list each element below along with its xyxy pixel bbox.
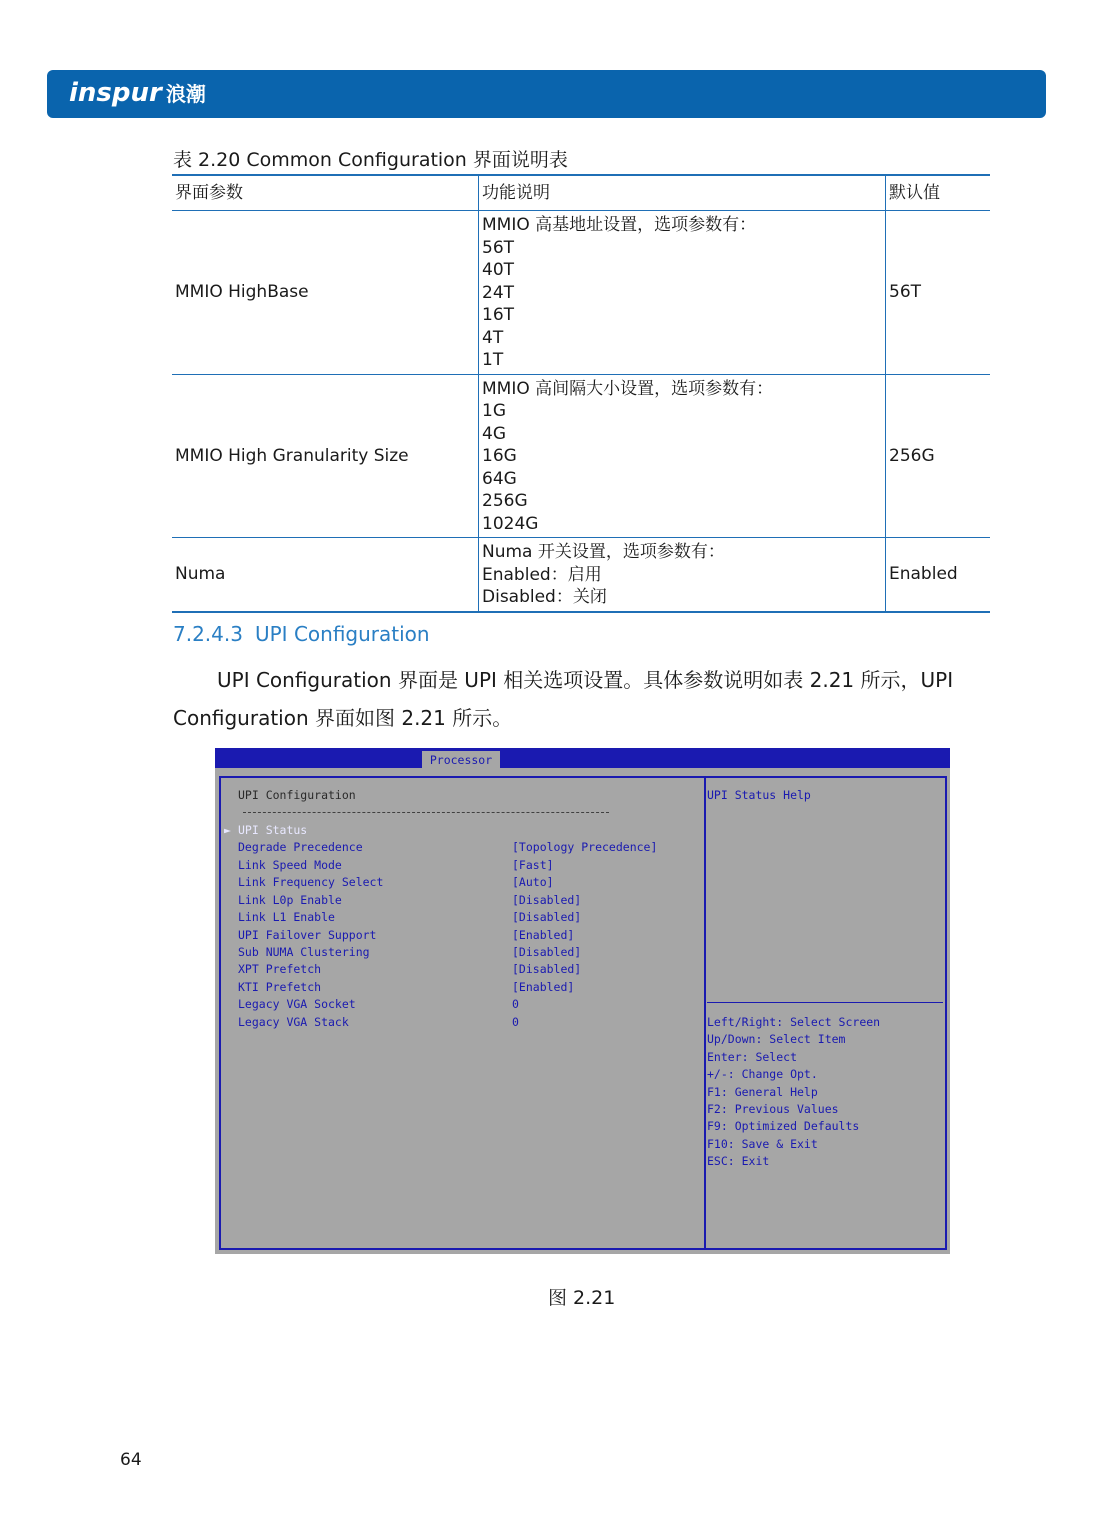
row-param: MMIO HighBase: [172, 211, 479, 375]
section-title: UPI Configuration: [254, 622, 430, 646]
desc-line: MMIO 高间隔大小设置，选项参数有：: [482, 378, 774, 399]
row-desc: [479, 211, 886, 375]
bios-item-label[interactable]: XPT Prefetch: [238, 962, 322, 976]
table-row: [172, 374, 990, 538]
bios-screenshot: [215, 748, 950, 1254]
page-number: 64: [120, 1450, 142, 1470]
bios-item-value[interactable]: [Disabled]: [512, 910, 582, 924]
row-desc: [479, 538, 886, 612]
figure-caption: 图 2.21: [548, 1287, 616, 1309]
paragraph-line: [173, 661, 991, 699]
desc-line: 64G: [482, 468, 517, 489]
bios-tab-processor[interactable]: Processor: [422, 751, 500, 769]
header-param: 界面参数: [172, 175, 479, 211]
bios-key-hint: F9: Optimized Defaults: [707, 1119, 860, 1133]
desc-line: 24T: [482, 282, 515, 303]
section-number: 7.2.4.3: [173, 622, 243, 646]
bios-help-divider: [707, 1002, 943, 1003]
table-row: [172, 211, 990, 375]
bios-key-hint: ESC: Exit: [707, 1154, 770, 1168]
config-table: [172, 174, 990, 613]
bios-key-hint: F2: Previous Values: [707, 1102, 839, 1116]
bios-item-label[interactable]: KTI Prefetch: [238, 980, 322, 994]
desc-line: 16G: [482, 446, 517, 466]
table-caption: 表 2.20 Common Configuration 界面说明表: [173, 149, 568, 171]
bios-item-value[interactable]: [Enabled]: [512, 980, 575, 994]
bios-item-label[interactable]: Link L1 Enable: [238, 910, 335, 924]
desc-line: Disabled：关闭: [482, 587, 607, 607]
bios-top-bar: [215, 748, 950, 768]
row-default: 56T: [886, 211, 991, 375]
desc-line: Enabled：启用: [482, 564, 602, 585]
bios-item-label[interactable]: Link Speed Mode: [238, 858, 342, 872]
bios-key-hint: Up/Down: Select Item: [707, 1032, 846, 1046]
bios-item-value[interactable]: [Enabled]: [512, 928, 575, 942]
desc-line: Numa 开关设置，选项参数有：: [482, 542, 725, 562]
bios-item-value[interactable]: [Topology Precedence]: [512, 840, 658, 854]
bios-item-value[interactable]: 0: [512, 997, 519, 1011]
bios-submenu-upi-status[interactable]: UPI Status: [238, 823, 308, 837]
row-default: Enabled: [886, 538, 991, 612]
bios-item-label[interactable]: Legacy VGA Stack: [238, 1015, 349, 1029]
paragraph-line: Configuration 界面如图 2.21 所示。: [173, 706, 513, 730]
bios-submenu-arrow-icon: ►: [224, 823, 231, 837]
bios-settings-panel: [219, 776, 706, 1250]
table-header-row: [172, 175, 990, 211]
bios-item-label[interactable]: Sub NUMA Clustering: [238, 945, 370, 959]
desc-line: 1024G: [482, 513, 539, 534]
bios-key-hint: F10: Save & Exit: [707, 1137, 818, 1151]
bios-page-title: UPI Configuration: [238, 788, 356, 802]
row-desc: [479, 374, 886, 538]
bios-item-value[interactable]: [Fast]: [512, 858, 554, 872]
bios-item-value[interactable]: [Auto]: [512, 875, 554, 889]
desc-line: 56T: [482, 237, 515, 258]
bios-item-value[interactable]: 0: [512, 1015, 519, 1029]
body-paragraph: [173, 661, 991, 737]
table-row: [172, 538, 990, 612]
logo-cn-text: 浪潮: [165, 82, 206, 106]
desc-line: 1T: [482, 350, 504, 370]
desc-line: 40T: [482, 260, 515, 280]
inspur-logo: [69, 78, 206, 108]
bios-key-hint: Enter: Select: [707, 1050, 798, 1064]
desc-line: MMIO 高基地址设置，选项参数有：: [482, 215, 757, 235]
desc-line: 4G: [482, 423, 506, 444]
page-header: [47, 70, 1046, 118]
logo-text: inspur: [69, 78, 162, 108]
bios-item-value[interactable]: [Disabled]: [512, 945, 582, 959]
row-param: MMIO High Granularity Size: [172, 374, 479, 538]
desc-line: 1G: [482, 401, 506, 421]
desc-line: 256G: [482, 491, 528, 511]
bios-item-value[interactable]: [Disabled]: [512, 962, 582, 976]
header-default: 默认值: [886, 175, 991, 211]
header-desc: 功能说明: [479, 175, 886, 211]
bios-divider: [243, 812, 609, 813]
bios-item-label[interactable]: Link Frequency Select: [238, 875, 384, 889]
bios-key-hint: Left/Right: Select Screen: [707, 1015, 881, 1029]
bios-item-label[interactable]: Legacy VGA Socket: [238, 997, 356, 1011]
bios-item-label[interactable]: Link L0p Enable: [238, 893, 342, 907]
bios-item-label[interactable]: Degrade Precedence: [238, 840, 363, 854]
desc-line: 16T: [482, 305, 515, 325]
bios-help-panel: [704, 776, 947, 1250]
row-default: 256G: [886, 374, 991, 538]
desc-line: 4T: [482, 327, 504, 348]
row-param: Numa: [172, 538, 479, 612]
bios-help-title: UPI Status Help: [707, 788, 811, 802]
paragraph-text: UPI Configuration 界面是 UPI 相关选项设置。具体参数说明如表 2.21 所示，UPI: [217, 668, 954, 692]
bios-key-hint: +/-: Change Opt.: [707, 1067, 818, 1081]
bios-item-value[interactable]: [Disabled]: [512, 893, 582, 907]
bios-item-label[interactable]: UPI Failover Support: [238, 928, 377, 942]
section-heading: [173, 622, 442, 646]
bios-key-hint: F1: General Help: [707, 1085, 818, 1099]
